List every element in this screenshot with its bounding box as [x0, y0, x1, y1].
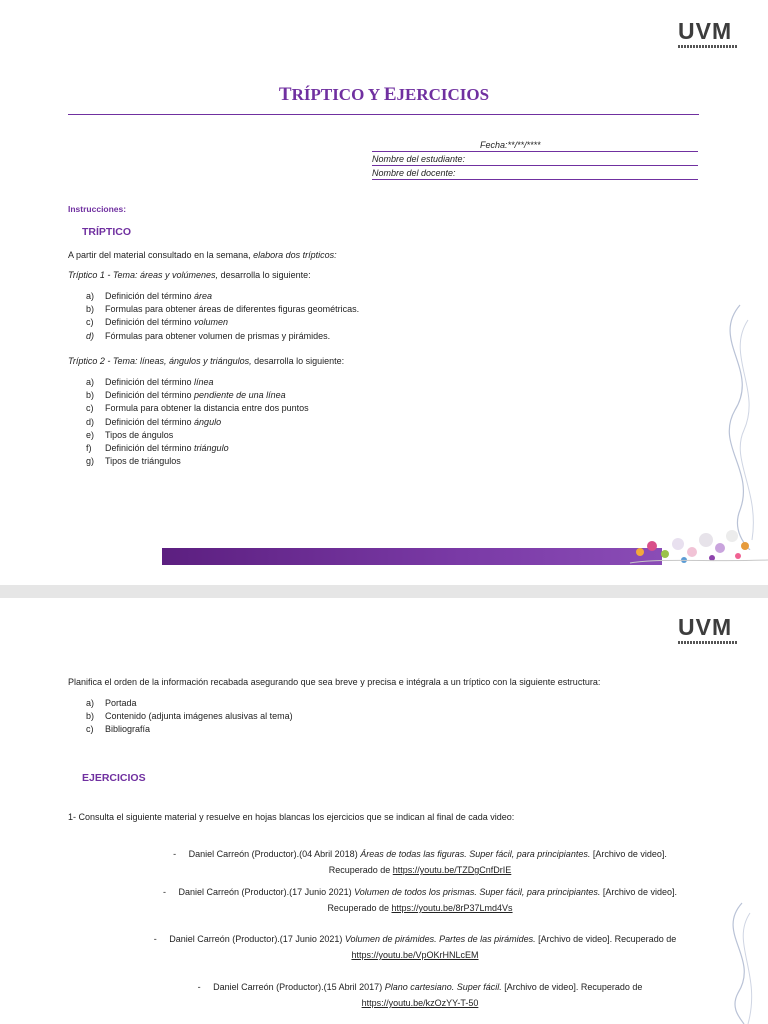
student-name-field[interactable]: Nombre del estudiante:	[372, 154, 698, 166]
reference-link[interactable]: https://youtu.be/kzOzYY-T-50	[361, 998, 479, 1008]
list-item: d) Fórmulas para obtener volumen de prismas y pirámides.	[86, 330, 331, 341]
uvm-logo-tagline	[678, 45, 738, 48]
list-item: b) Definición del término pendiente de una línea	[86, 390, 286, 401]
reference-link[interactable]: https://youtu.be/VpOKrHNLcEM	[351, 950, 479, 960]
uvm-logo	[678, 20, 740, 48]
uvm-logo-text: UVM	[678, 18, 733, 44]
page-separator	[0, 585, 768, 598]
reference-link[interactable]: https://youtu.be/8rP37Lmd4Vs	[391, 903, 513, 913]
triptico2-list	[86, 376, 309, 468]
decorative-swirl	[700, 300, 768, 550]
list-item: g) Tipos de triángulos	[86, 456, 181, 467]
triptico1-list	[86, 290, 359, 343]
instrucciones-label: Instrucciones:	[68, 204, 127, 214]
list-item: a) Portada	[86, 698, 137, 708]
list-item: f) Definición del término triángulo	[86, 442, 229, 453]
teacher-name-field[interactable]: Nombre del docente:	[372, 168, 698, 180]
list-item: b) Formulas para obtener áreas de diferentes figuras geométricas.	[86, 304, 360, 315]
list-item: c) Bibliografía	[86, 724, 151, 735]
list-item: a) Definición del término línea	[86, 377, 214, 387]
decorative-swirl	[700, 898, 768, 1024]
planifica-list	[86, 697, 293, 737]
reference-link[interactable]: https://youtu.be/TZDgCnfDrIE	[392, 865, 512, 875]
page-title: TRÍPTICO Y EJERCICIOS	[278, 84, 490, 105]
list-item: c) Definición del término volumen	[86, 317, 229, 328]
triptico-heading: TRÍPTICO	[82, 226, 131, 238]
triptico2-heading: Tríptico 2 - Tema: líneas, ángulos y triángulos, desarrolla lo siguiente:	[68, 356, 345, 366]
reference-item: - Daniel Carreón (Productor).(17 Junio 2021) Volumen de todos los prismas. Super fácil, para principiantes. [Archivo de video]. Recuperado de https://youtu.be/8rP37Lmd4Vs	[163, 887, 677, 913]
list-item: b) Contenido (adjunta imágenes alusivas al tema)	[86, 711, 293, 722]
fecha-field[interactable]: Fecha:**/**/****	[372, 140, 698, 152]
uvm-logo-text: UVM	[678, 614, 733, 640]
purple-band	[162, 548, 662, 565]
uvm-logo	[678, 616, 740, 644]
list-item: a) Definición del término área	[86, 291, 213, 301]
list-item: d) Definición del término ángulo	[86, 416, 222, 427]
uvm-logo-tagline	[678, 641, 738, 644]
ejercicios-heading: EJERCICIOS	[82, 772, 146, 784]
list-item: c) Formula para obtener la distancia entre dos puntos	[86, 403, 309, 414]
page-2	[0, 598, 768, 1024]
title-divider	[68, 114, 699, 115]
intro-text: A partir del material consultado en la semana, elabora dos trípticos:	[68, 250, 337, 260]
reference-item: - Daniel Carreón (Productor).(15 Abril 2017) Plano cartesiano. Super fácil. [Archivo de video]. Recuperado de https://youtu.be/kzOzYY-T-50	[197, 982, 643, 1008]
planifica-text: Planifica el orden de la información recabada asegurando que sea breve y precisa e intégrala a un tríptico con la siguiente estructura:	[68, 677, 601, 687]
list-item: e) Tipos de ángulos	[86, 429, 174, 440]
consulta-text: 1- Consulta el siguiente material y resuelve en hojas blancas los ejercicios que se indican al final de cada video:	[68, 812, 515, 822]
reference-item: - Daniel Carreón (Productor).(04 Abril 2018) Áreas de todas las figuras. Super fácil, para principiantes. [Archivo de video]. Recuperado de https://youtu.be/TZDgCnfDrIE	[173, 849, 667, 875]
flower-decoration	[620, 518, 768, 578]
triptico1-heading: Tríptico 1 - Tema: áreas y volúmenes, desarrolla lo siguiente:	[68, 270, 311, 280]
reference-item: - Daniel Carreón (Productor).(17 Junio 2021) Volumen de pirámides. Partes de las pirámides. [Archivo de video]. Recuperado de https://youtu.be/VpOKrHNLcEM	[153, 934, 677, 960]
